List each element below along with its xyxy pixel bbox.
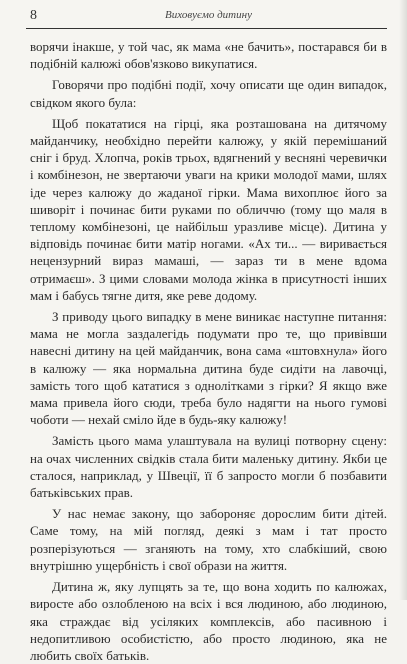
paragraph: З приводу цього випадку в мене виникає наступне питання: мама не могла заздалегідь подумати про те, що привівши навесні дитину на цей майданчик, вона сама «штовхнула» його в калюжу — яка нормальна дитина буде сидіти на лавочці, замість того щоб кататися з однолітками з гірки? Я якщо вже мама привела його сюди, треба було надягти на нього гумові чоботи — нехай сміло йде в будь-яку калюжу! bbox=[30, 309, 387, 428]
page-body bbox=[30, 38, 387, 664]
paragraph: ворячи інакше, у той час, як мама «не бачить», постарався би в подібній калюжі обов'язково викупатися. bbox=[30, 39, 387, 72]
paragraph: Щоб покататися на гірці, яка розташована на дитячому майданчику, необхідно перейти калюжу, у якій перемішаний сніг і бруд. Хлопча, років трьох, вдягнений у весняні черевички і комбінезон, не звертаючи уваги на крики молодої мами, шлях іде через калюжу до жаданої гірки. Мама вихоплює його за шиворіт і починає бити руками по обличчю (тому що маля в теплому комбінезоні, це найбільш уразливе місце). Дитина у відповідь починає бити матір ногами. «Ах ти... — виривається нецензурний вираз мамаші, — зараз ти в мене вдома отримаєш». З цими словами молода жінка в присутності інших мам і бабусь тягне дитя, яке реве додому. bbox=[30, 115, 387, 303]
page-number: 8 bbox=[30, 8, 37, 23]
paragraph: Говорячи про подібні події, хочу описати ще один випадок, свідком якого була: bbox=[30, 77, 387, 110]
page-edge-shadow bbox=[399, 0, 407, 600]
paragraph: Дитина ж, яку лупцять за те, що вона ходить по калюжах, виросте або озлобленою на всіх і вся людиною, або людиною, яка страждає від усіляких комплексів, або пасивною і недопитливою особистістю, або просто людиною, яка не любить своїх батьків. bbox=[30, 579, 387, 663]
header-rule bbox=[26, 28, 387, 29]
page-header bbox=[30, 6, 387, 28]
paragraph: Замість цього мама улаштувала на вулиці потворну сцену: на очах численних свідків стала бити маленьку дитину. Якби це сталося, наприклад, у Швеції, її б запросто могли б позбавити батьківських прав. bbox=[30, 433, 387, 501]
running-title: Виховуємо дитину bbox=[165, 9, 252, 21]
paragraph: У нас немає закону, що забороняє дорослим бити дітей. Саме тому, на мій погляд, деякі з мам і тат просто розперізуються — зганяють на тому, хто слабкіший, свою внутрішню ущербність і свої образи на життя. bbox=[30, 506, 387, 573]
